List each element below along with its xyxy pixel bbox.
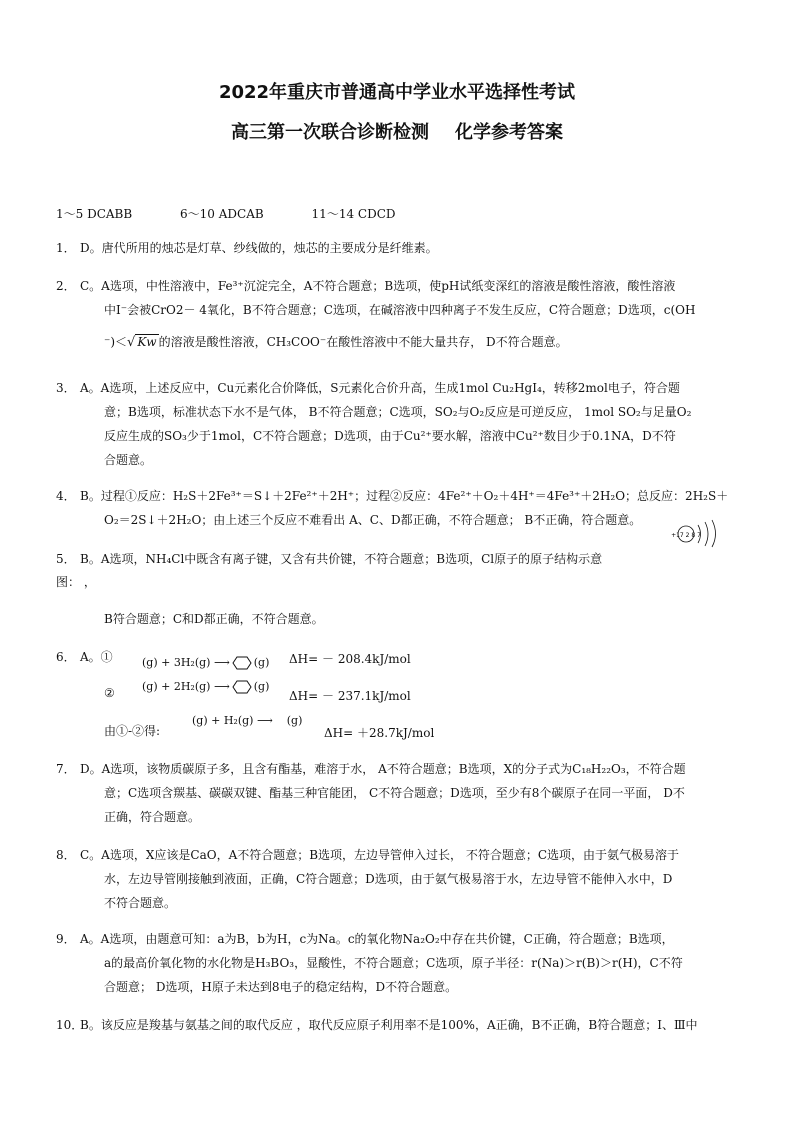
arrow-icon: ⟶ (256, 714, 273, 727)
reactants: (g) + 3H₂(g) (142, 656, 211, 669)
benzene-ring-icon (232, 680, 252, 694)
delta-h-1: ΔH= － 208.4kJ/mol (289, 652, 411, 666)
answer-key-group: 6～10 ADCAB (180, 207, 264, 221)
answer-text: D。A选项，该物质碳原子多，且含有酯基，难溶于水， A不符合题意；B选项，X的分子式为C₁₈H₂₂O₃，不符合题 (80, 762, 686, 776)
answer-5-line-3: B符合题意；C和D都正确，不符合题意。 (104, 612, 324, 626)
question-number: 8． (56, 848, 76, 862)
question-number: 10． (56, 1018, 84, 1032)
product: (g) (286, 714, 303, 727)
arrow-icon: ⟶ (213, 656, 230, 669)
answer-text: D。唐代所用的烛芯是灯草、纱线做的，烛芯的主要成分是纤维素。 (80, 241, 438, 255)
question-number: 5． (56, 552, 76, 566)
answer-text: A。① (80, 650, 113, 664)
answer-7 (56, 762, 686, 776)
atom-label: +17 2 8 7 (671, 532, 701, 539)
answer-text: A。A选项，上述反应中，Cu元素化合价降低，S元素化合价升高，生成1mol Cu₂HgI₄，转移2mol电子，符合题 (80, 381, 680, 395)
page-title: 2022年重庆市普通高中学业水平选择性考试 (218, 82, 576, 103)
question-number: 3． (56, 381, 76, 395)
answer-key-group: 1～5 DCABB (56, 207, 133, 221)
benzene-ring-icon (232, 656, 252, 670)
answer-text: B。A选项，NH₄Cl中既含有离子键，又含有共价键，不符合题意；B选项，Cl原子的原子结构示意 (80, 552, 603, 566)
answer-7-line-2: 意；C选项含羰基、碳碳双键、酯基三种官能团， C不符合题意；D选项，至少有8个碳原子在同一平面， D不 (104, 786, 685, 800)
question-number: 6． (56, 650, 76, 664)
answer-text: B。该反应是羧基与氨基之间的取代反应 ，取代反应原子利用率不是100%，A正确，B不正确，B符合题意；Ⅰ、Ⅲ中 (80, 1018, 698, 1032)
product: (g) (253, 656, 270, 669)
answer-9-line-3: 合题意； D选项，H原子未达到8电子的稳定结构，D不符合题意。 (104, 980, 458, 994)
answer-3-line-3: 反应生成的SO₃少于1mol，C不符合题意；D选项，由于Cu²⁺要水解，溶液中Cu²⁺数目少于0.1NA，D不符 (104, 429, 676, 443)
answer-2 (56, 279, 675, 293)
reaction-1 (142, 656, 269, 670)
answer-3-line-2: 意；B选项，标准状态下水不是气体， B不符合题意；C选项，SO₂与O₂反应是可逆反应， 1mol SO₂与足量O₂ (104, 405, 692, 419)
answer-8-line-3: 不符合题意。 (104, 896, 177, 910)
question-number: 1． (56, 241, 76, 255)
answer-key-group: 11～14 CDCD (311, 207, 396, 221)
page-subtitle (0, 118, 794, 144)
answer-2-line-2: 中I⁻会被CrO2－ 4氧化，B不符合题意；C选项，在碱溶液中四种离子不发生反应，C符合题意；D选项，c(OH (104, 303, 696, 317)
answer-8-line-2: 水，左边导管刚接触到液面，正确，C符合题意；D选项，由于氨气极易溶于水，左边导管不能伸入水中，D (104, 872, 673, 886)
reaction-3 (192, 714, 302, 727)
answer-text: A。A选项，由题意可知：a为B，b为H，c为Na。c的氧化物Na₂O₂中存在共价键，C正确，符合题意；B选项， (80, 932, 674, 946)
question-number: 9． (56, 932, 76, 946)
subtitle-part-b: 化学参考答案 (455, 122, 563, 143)
answer-key (56, 207, 440, 221)
sqrt-sign: √ (127, 335, 136, 350)
answer-1 (56, 241, 438, 255)
question-number: 4． (56, 489, 76, 503)
product: (g) (253, 680, 270, 693)
answer-9 (56, 932, 674, 946)
reaction-2 (142, 680, 269, 694)
answer-text: C。A选项，中性溶液中，Fe³⁺沉淀完全，A不符合题意；B选项，使pH试纸变深红的溶液是酸性溶液，酸性溶液 (80, 279, 676, 293)
reactants: (g) + H₂(g) (192, 714, 254, 727)
answer-8 (56, 848, 679, 862)
reaction-3-label: 由①-②得: (104, 724, 161, 738)
answer-text: 的溶液是酸性溶液，CH₃COO⁻在酸性溶液中不能大量共存， D不符合题意。 (158, 335, 568, 349)
answer-10 (56, 1018, 698, 1032)
arrow-icon: ⟶ (213, 680, 230, 693)
answer-7-line-3: 正确，符合题意。 (104, 810, 201, 824)
answer-text: C。A选项，X应该是CaO，A不符合题意；B选项，左边导管伸入过长， 不符合题意；C选项，由于氨气极易溶于 (80, 848, 680, 862)
sqrt-content: Kw (137, 335, 157, 349)
answer-9-line-2: a的最高价氧化物的水化物是H₃BO₃，显酸性，不符合题意；C选项，原子半径：r(Na)＞r(B)＞r(H)，C不符 (104, 956, 683, 970)
answer-3-line-4: 合题意。 (104, 453, 153, 467)
question-number: 2． (56, 279, 76, 293)
delta-h-3: ΔH= ＋28.7kJ/mol (324, 726, 435, 740)
answer-5-line-2: 图： ， (56, 575, 96, 589)
answer-5 (56, 552, 602, 566)
answer-2-line-3 (104, 334, 568, 350)
answer-6 (56, 650, 113, 664)
reaction-2-label: ② (104, 686, 115, 700)
answer-text: B。过程①反应：H₂S＋2Fe³⁺＝S↓＋2Fe²⁺＋2H⁺；过程②反应：4Fe²⁺＋O₂＋4H⁺＝4Fe³⁺＋2H₂O；总反应：2H₂S＋ (80, 489, 729, 503)
subtitle-part-a: 高三第一次联合诊断检测 (231, 122, 429, 143)
answer-4 (56, 489, 728, 503)
reactants: (g) + 2H₂(g) (142, 680, 211, 693)
answer-text: ⁻)＜ (104, 335, 128, 349)
answer-3 (56, 381, 680, 395)
delta-h-2: ΔH= － 237.1kJ/mol (289, 689, 411, 703)
atom-structure-diagram (671, 517, 726, 547)
question-number: 7． (56, 762, 76, 776)
answer-4-line-2: O₂＝2S↓＋2H₂O；由上述三个反应不难看出 A、C、D都正确，不符合题意； B不正确，符合题意。 (104, 513, 642, 527)
